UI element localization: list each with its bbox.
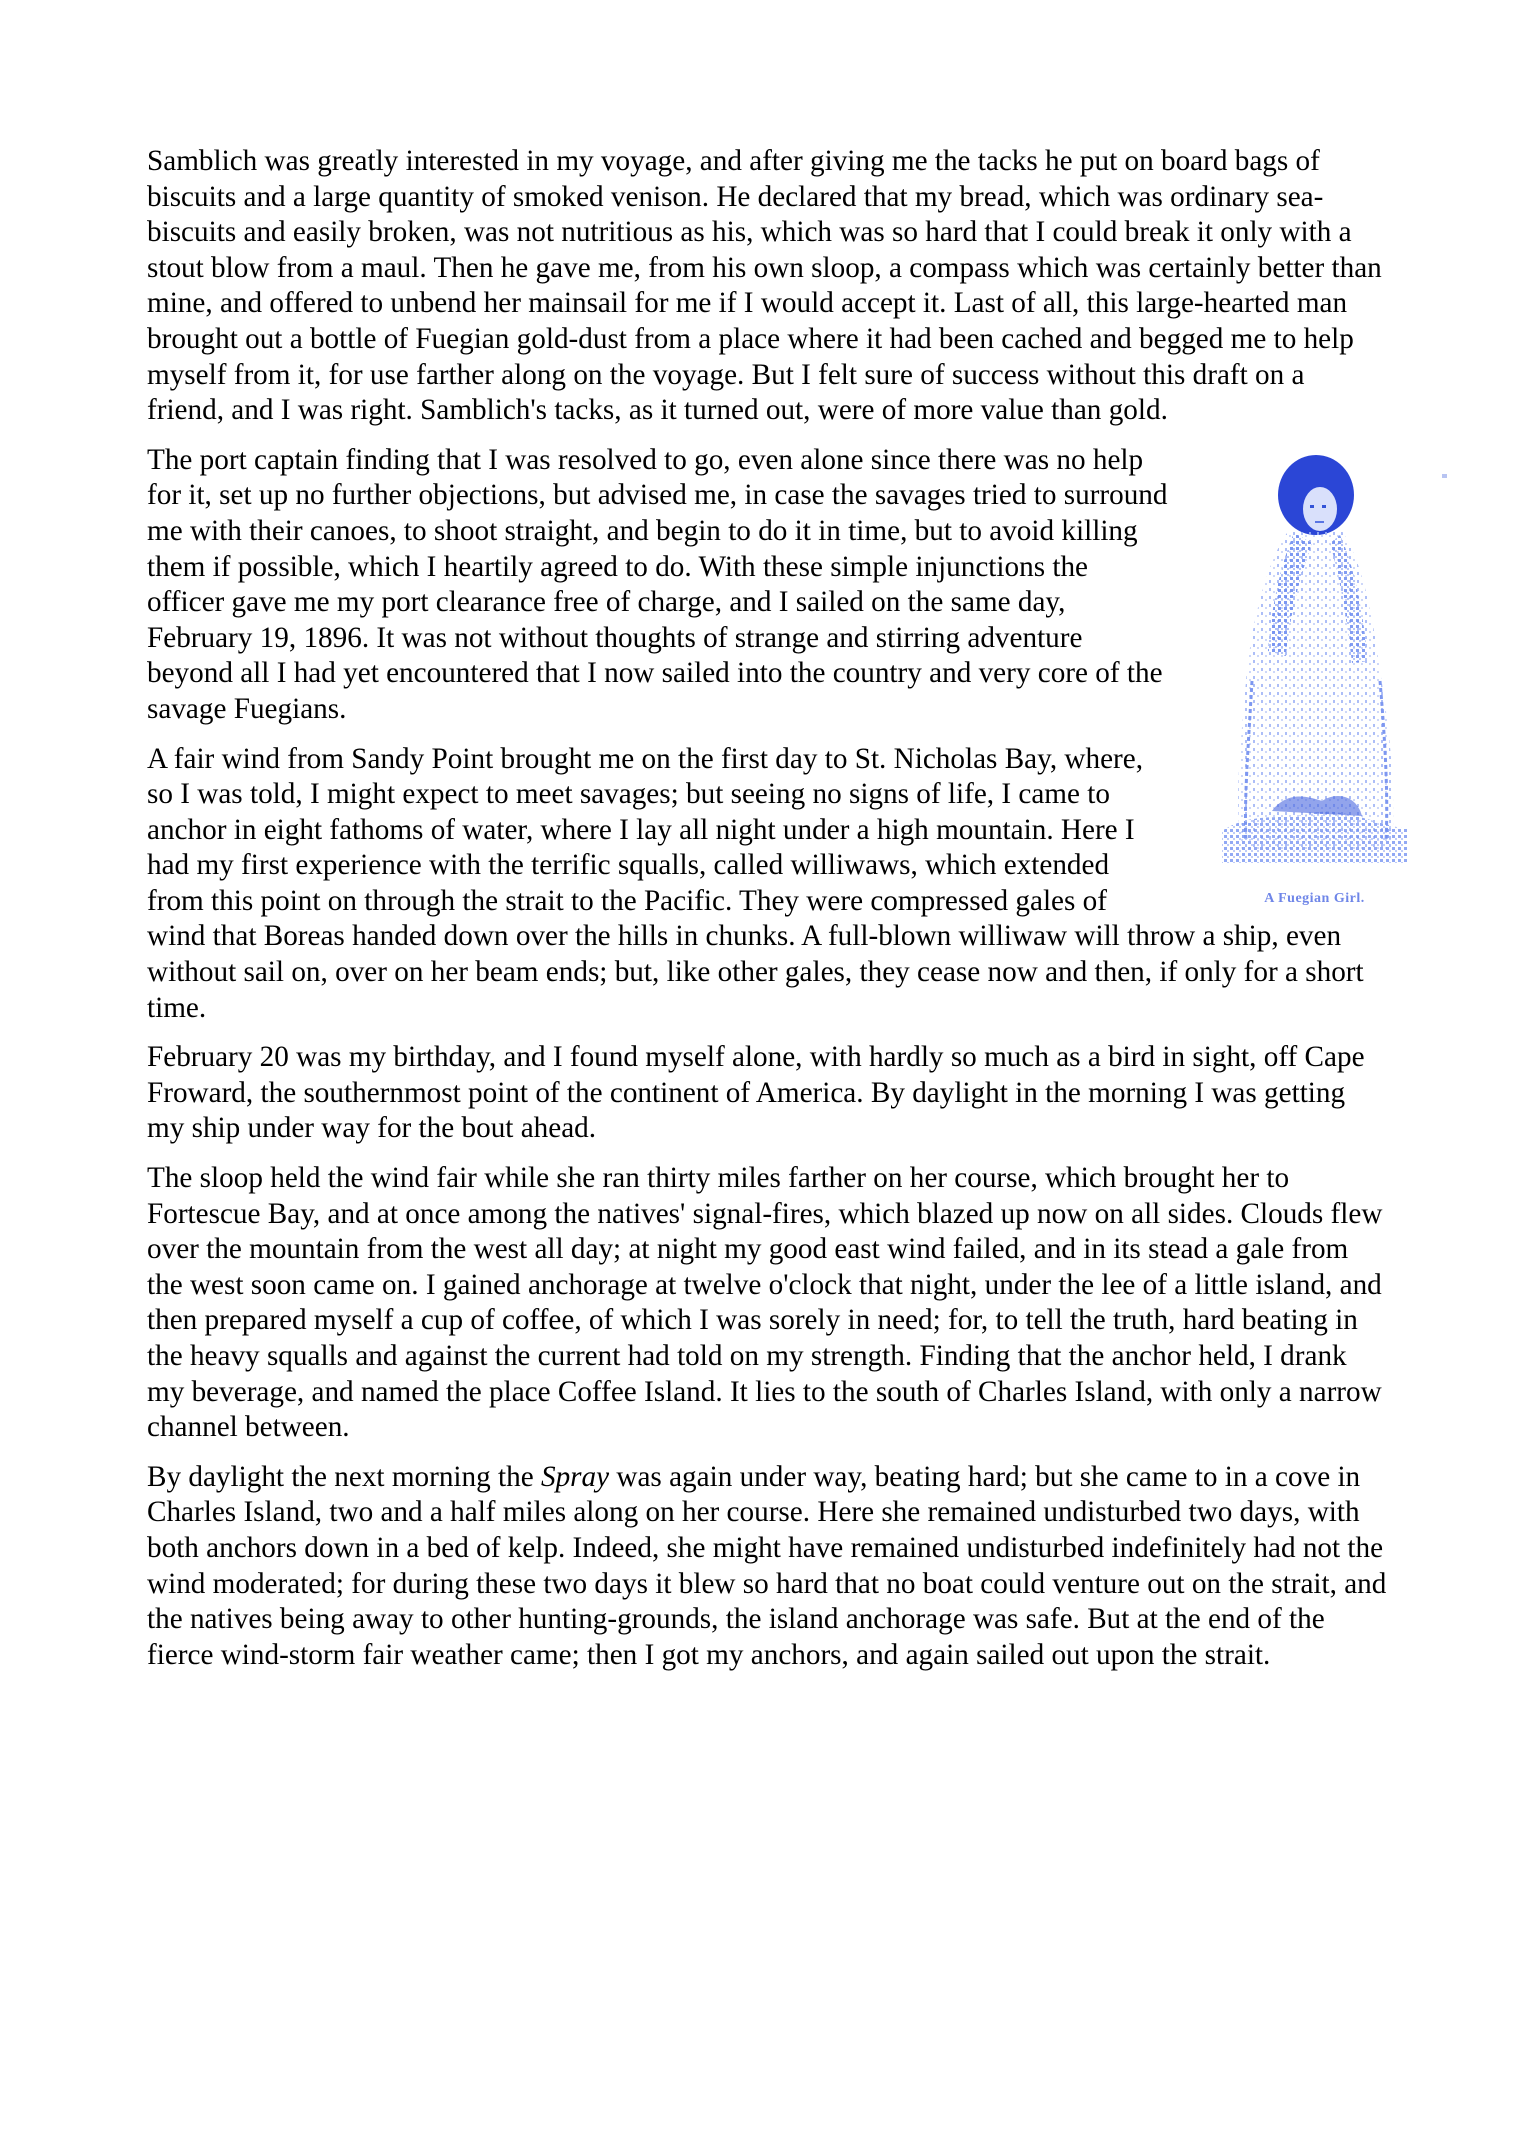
- fuegian-girl-illustration: [1212, 451, 1417, 906]
- paragraph-6-rest: was again under way, beating hard; but she came to in a cove in Charles Island, two and a half miles along on her course. Here she remained undisturbed two days, with both anchors down in a bed of kelp. Indeed, she might have remained undisturbed indefinitely had not the wind moderated; for during these two days it blew so hard that no boat could venture out on the strait, and the natives being away to other hunting-grounds, the island anchorage was safe. But at the end of the fierce wind-storm fair weather came; then I got my anchors, and again sailed out upon the strait.: [147, 1460, 1387, 1671]
- illustration-caption: A Fuegian Girl.: [1264, 890, 1365, 906]
- paragraph-1: Samblich was greatly interested in my voyage, and after giving me the tacks he put on board bags of biscuits and a large quantity of smoked venison. He declared that my bread, which was ordinary sea-biscuits and easily broken, was not nutritious as his, which was so hard that I could break it only with a stout blow from a maul. Then he gave me, from his own sloop, a compass which was certainly better than mine, and offered to unbend her mainsail for me if I would accept it. Last of all, this large-hearted man brought out a bottle of Fuegian gold-dust from a place where it had been cached and begged me to help myself from it, for use farther along on the voyage. But I felt sure of success without this draft on a friend, and I was right. Samblich's tacks, as it turned out, were of more value than gold.: [147, 145, 1382, 427]
- body-text: [147, 144, 1387, 1687]
- paragraph-4: February 20 was my birthday, and I found myself alone, with hardly so much as a bird in sight, off Cape Froward, the southernmost point of the continent of America. By daylight in the morning I was getting my ship under way for the bout ahead.: [147, 1041, 1365, 1145]
- paragraph-2: The port captain finding that I was resolved to go, even alone since there was no help for it, set up no further objections, but advised me, in case the savages tried to surround me with their canoes, to shoot straight, and begin to do it in time, but to avoid killing them if possible, which I heartily agreed to do. With these simple injunctions the officer gave me my port clearance free of charge, and I sailed on the same day, February 19, 1896. It was not without thoughts of strange and stirring adventure beyond all I had yet encountered that I now sailed into the country and very core of the savage Fuegians.: [147, 443, 1168, 725]
- paragraph-6: [147, 1460, 1387, 1674]
- paragraph-3: A fair wind from Sandy Point brought me on the first day to St. Nicholas Bay, where, so I was told, I might expect to meet savages; but seeing no signs of life, I came to anchor in eight fathoms of water, where I lay all night under a high mountain. Here I had my first experience with the terrific squalls, called williwaws, which extended from this point on through the strait to the Pacific. They were compressed gales of wind that Boreas handed down over the hills in chunks. A full-blown williwaw will throw a ship, even without sail on, over on her beam ends; but, like other gales, they cease now and then, if only for a short time.: [147, 742, 1364, 1024]
- paragraph-5: The sloop held the wind fair while she ran thirty miles farther on her course, which brought her to Fortescue Bay, and at once among the natives' signal-fires, which blazed up now on all sides. Clouds flew over the mountain from the west all day; at night my good east wind failed, and in its stead a gale from the west soon came on. I gained anchorage at twelve o'clock that night, under the lee of a little island, and then prepared myself a cup of coffee, of which I was sorely in need; for, to tell the truth, hard beating in the heavy squalls and against the current had told on my strength. Finding that the anchor held, I drank my beverage, and named the place Coffee Island. It lies to the south of Charles Island, with only a narrow channel between.: [147, 1162, 1383, 1444]
- speck-mark: [1442, 474, 1447, 478]
- fuegian-girl-drawing: [1212, 451, 1417, 903]
- paragraph-6-start: By daylight the next morning the: [147, 1460, 541, 1493]
- ship-name: Spray: [540, 1460, 610, 1493]
